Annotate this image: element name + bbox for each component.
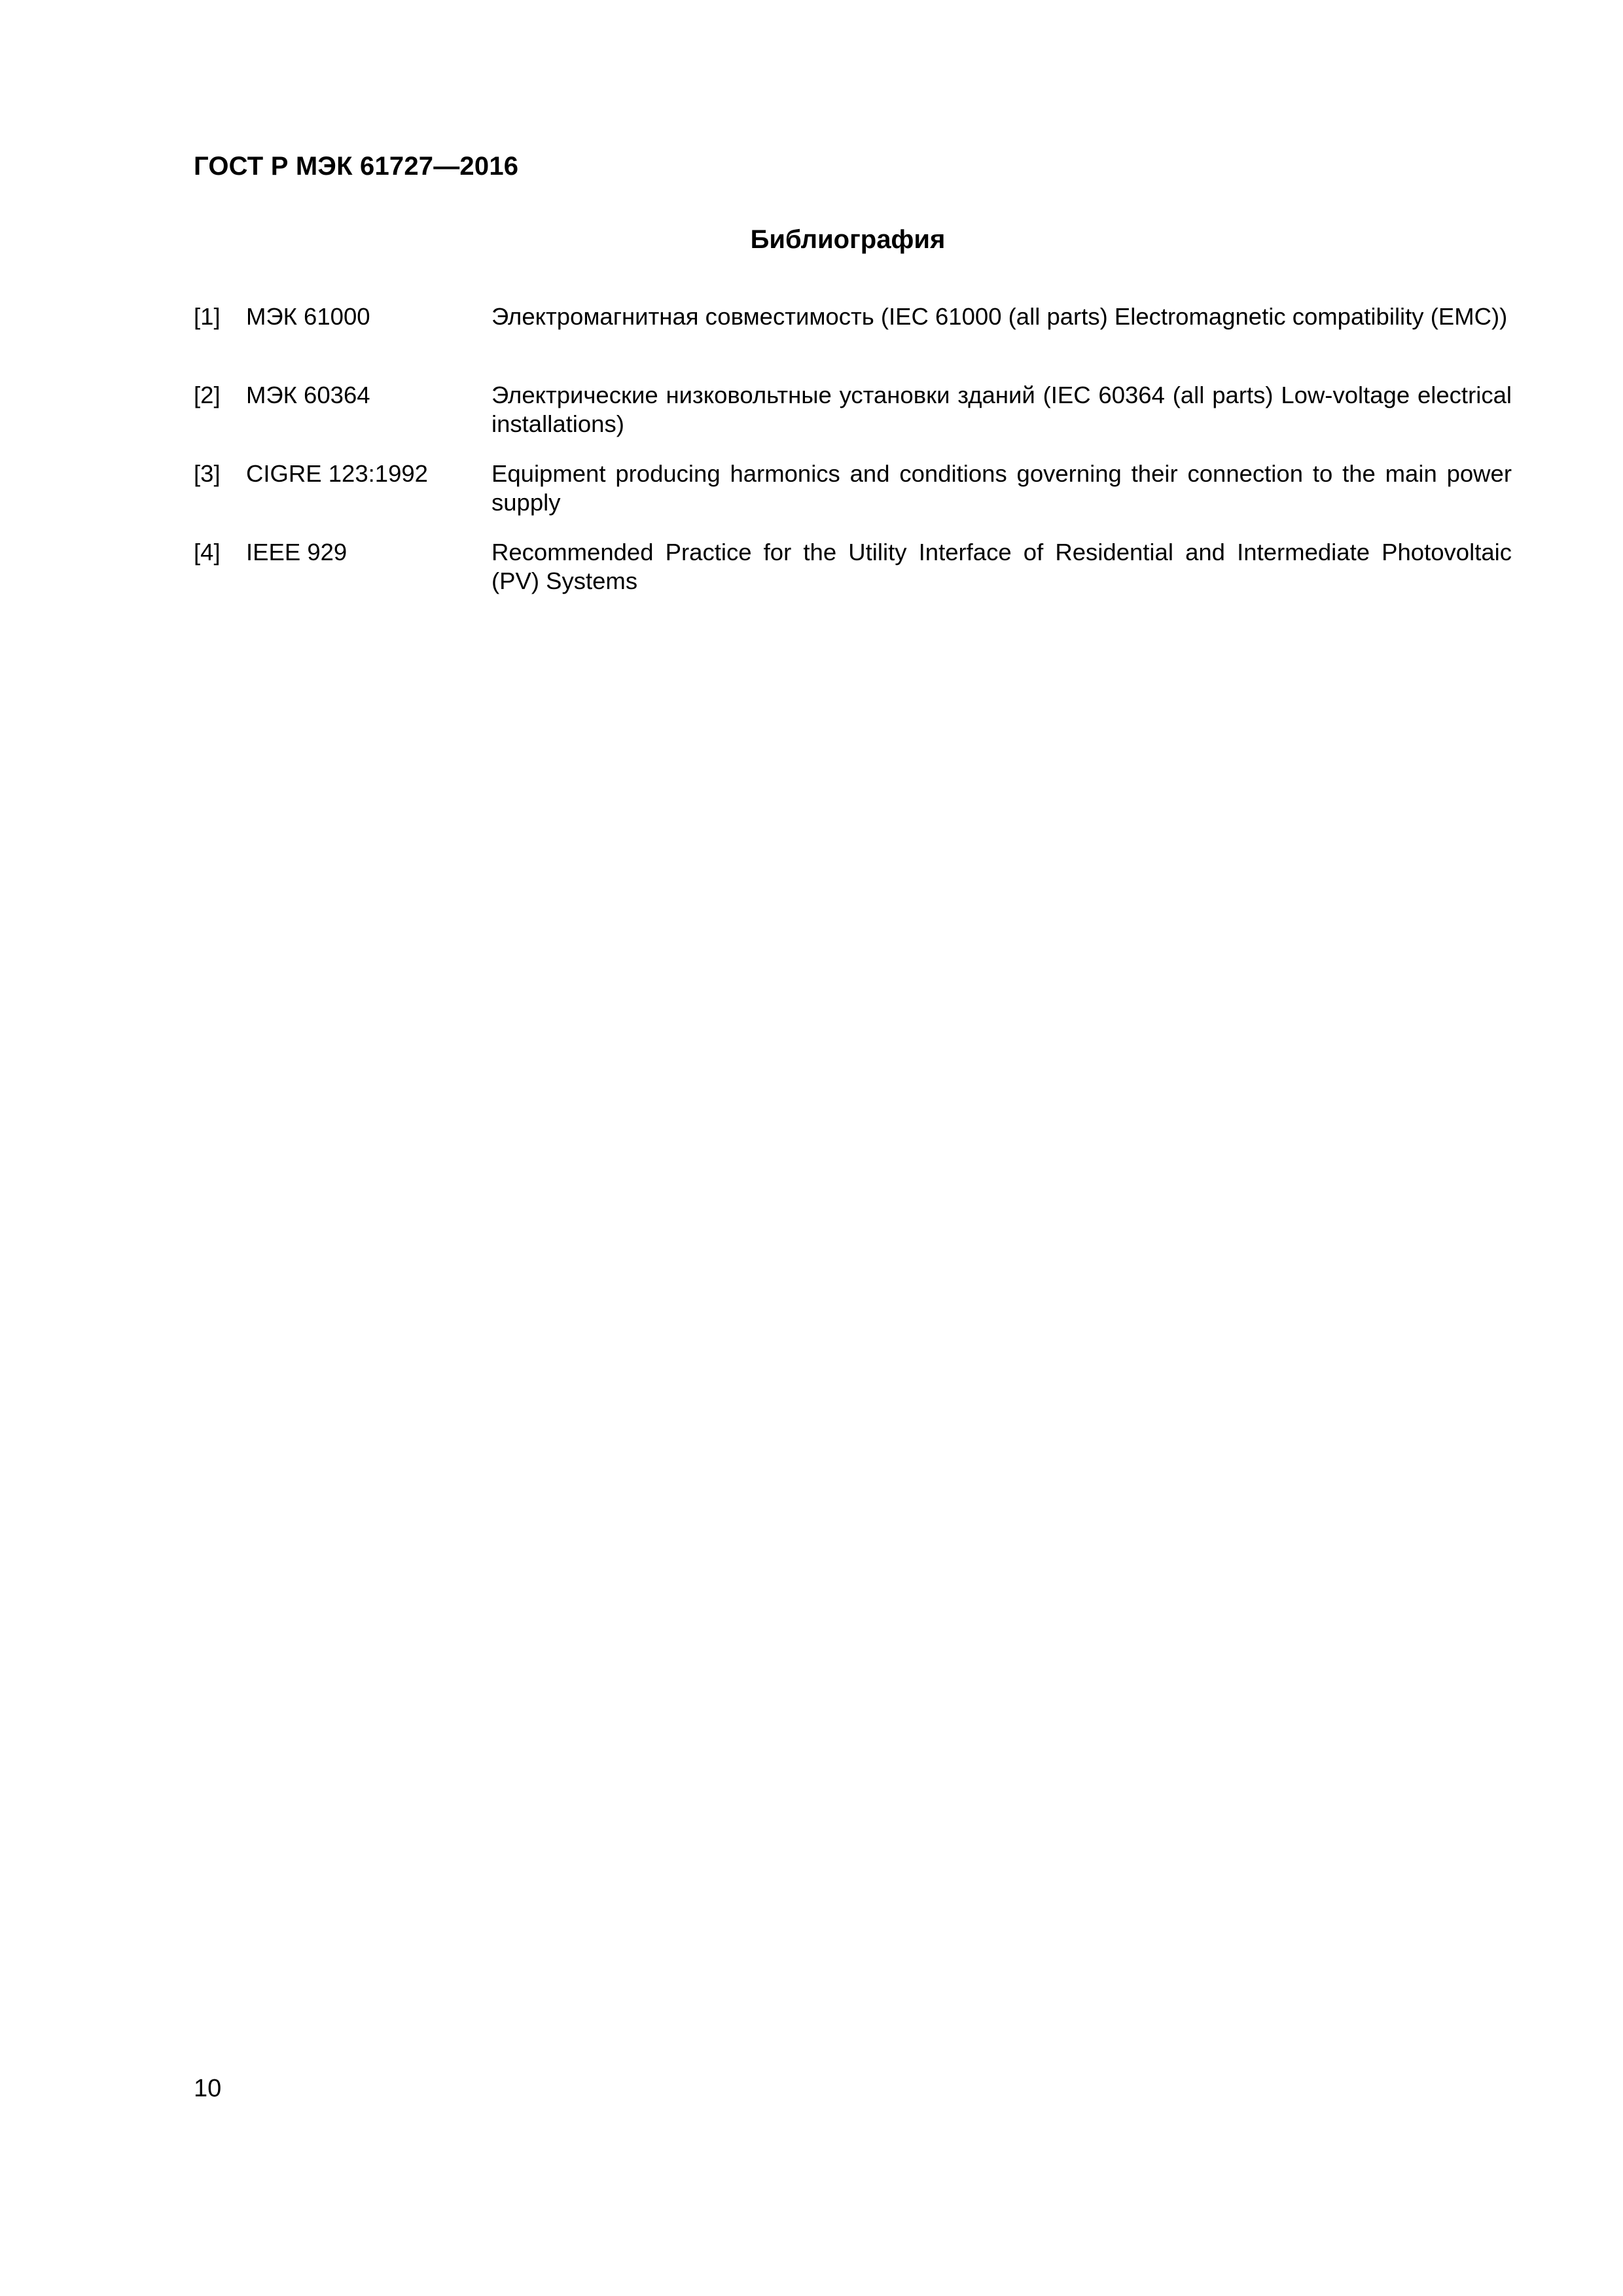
page-number: 10 (194, 2075, 222, 2102)
document-header-code: ГОСТ Р МЭК 61727—2016 (194, 152, 519, 181)
entry-title: Recommended Practice for the Utility Interface of Residential and Intermediate Photovoltaic (PV) Systems (491, 539, 1512, 594)
bibliography-entry (194, 381, 1512, 459)
section-title: Библиография (750, 225, 946, 254)
bibliography-entry (194, 538, 1512, 617)
entry-code: МЭК 61000 (246, 303, 370, 330)
entry-code: IEEE 929 (246, 539, 348, 565)
entry-number: [4] (194, 539, 221, 565)
entry-title: Equipment producing harmonics and conditions governing their connection to the main power supply (491, 460, 1512, 516)
bibliography-entry (194, 459, 1512, 538)
entry-code: МЭК 60364 (246, 382, 370, 408)
entry-number: [1] (194, 303, 221, 330)
entry-title: Электромагнитная совместимость (IEC 61000 (all parts) Electromagnetic compatibility (EMC)) (491, 303, 1508, 330)
entry-title: Электрические низковольтные установки зданий (IEC 60364 (all parts) Low-voltage electrical installations) (491, 382, 1512, 437)
entry-code: CIGRE 123:1992 (246, 460, 428, 487)
bibliography-entry (194, 302, 1512, 381)
bibliography-list (194, 302, 1512, 617)
entry-number: [2] (194, 382, 221, 408)
entry-number: [3] (194, 460, 221, 487)
